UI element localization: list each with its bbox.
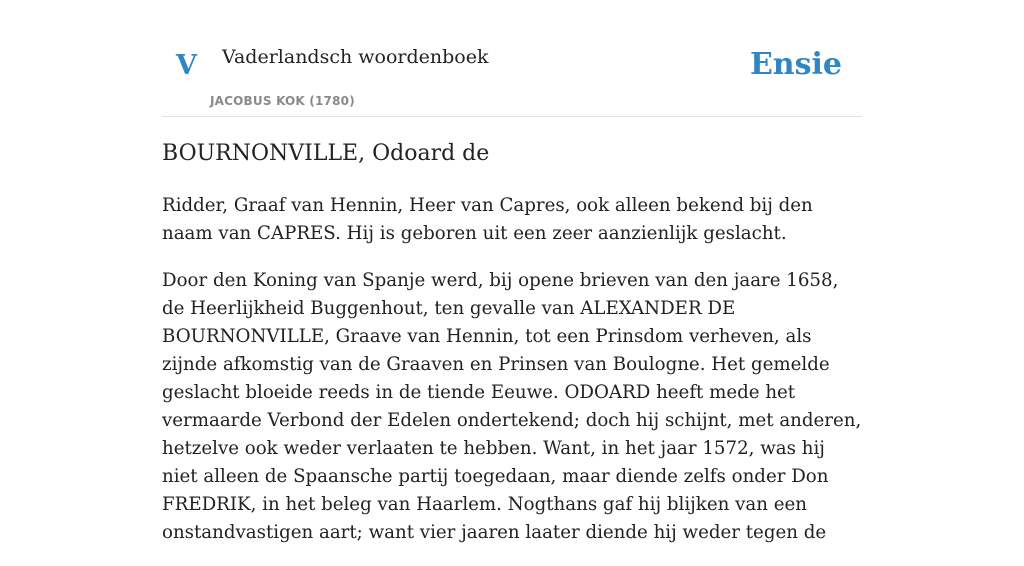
book-header xyxy=(162,0,862,117)
ensie-logo-link[interactable]: Ensie xyxy=(749,47,842,82)
entry-paragraph-2: Door den Koning van Spanje werd, bij opene brieven van den jaare 1658, de Heerlijkheid Buggenhout, ten gevalle van ALEXANDER DE BOURNONVILLE, Graave van Hennin, tot een Prinsdom verheven, als zijnde afkomstig van de Graaven en Prinsen van Boulogne. Het gemelde geslacht bloeide reeds in de tiende Eeuwe. ODOARD heeft mede het vermaarde Verbond der Edelen ondertekend; doch hij schijnt, met anderen, hetzelve ook weder verlaaten te hebben. Want, in het jaar 1572, was hij niet alleen de Spaansche partij toegedaan, maar diende zelfs onder Don FREDRIK, in het beleg van Haarlem. Nogthans gaf hij blijken van een onstandvastigen aart; want vier jaaren laater diende hij weder tegen de xyxy=(162,270,862,543)
entry-title: BOURNONVILLE, Odoard de xyxy=(162,141,490,166)
entry-paragraph-1: Ridder, Graaf van Hennin, Heer van Capres, ook alleen bekend bij den naam van CAPRES. Hij is geboren uit een zeer aanzienlijk geslacht. xyxy=(162,195,813,244)
content-container xyxy=(162,0,862,543)
entry-body xyxy=(162,192,862,566)
book-title-link[interactable]: Vaderlandsch woordenboek xyxy=(222,46,489,68)
book-letter-icon[interactable]: V xyxy=(176,50,197,81)
book-author: JACOBUS KOK (1780) xyxy=(210,94,355,108)
